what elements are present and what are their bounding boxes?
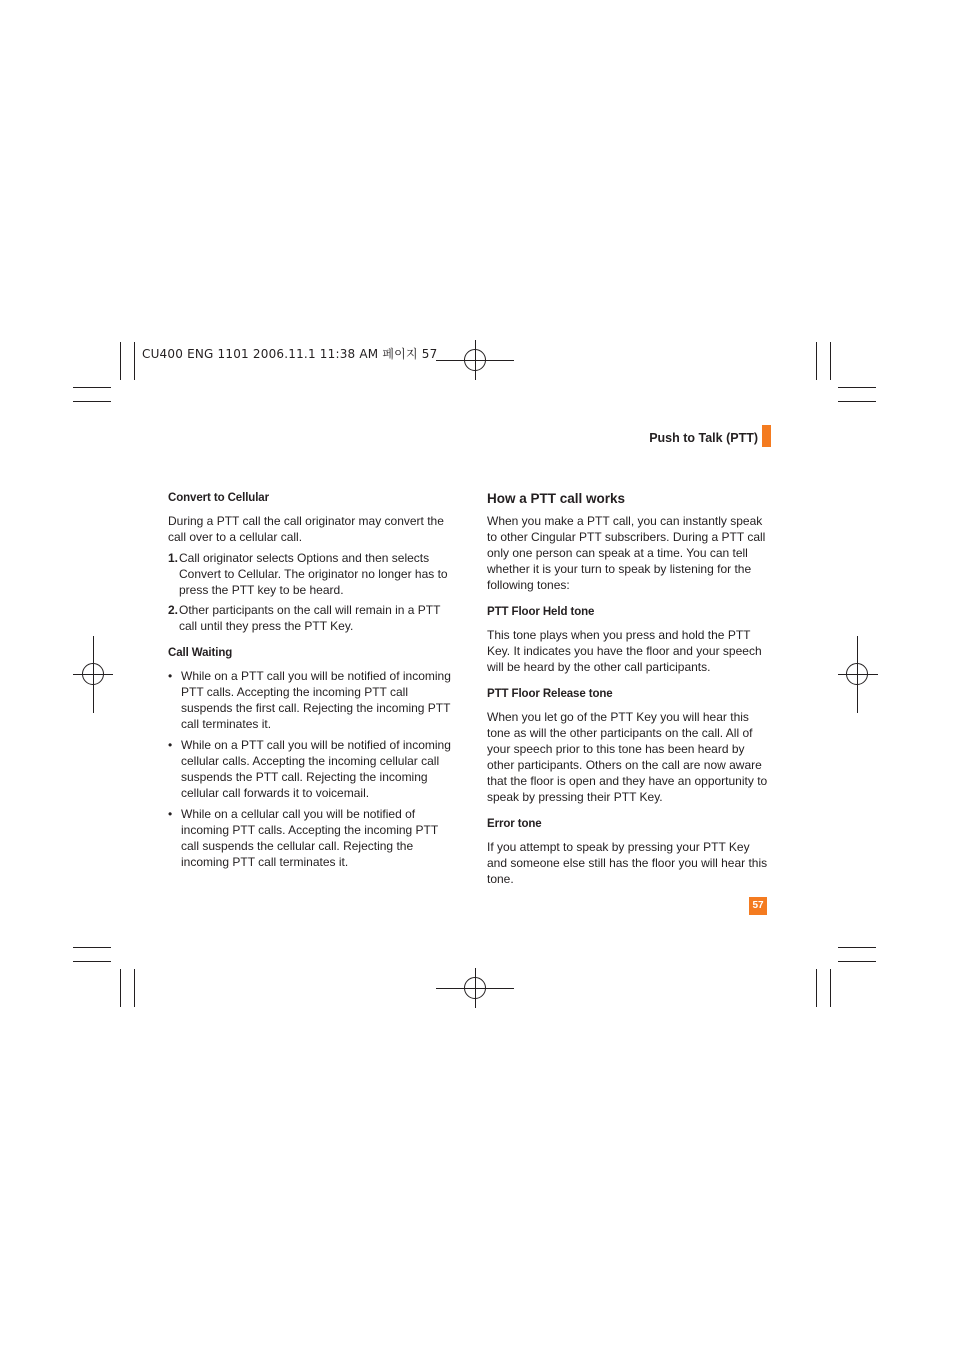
bullet-text: While on a cellular call you will be notified of incoming PTT calls. Accepting the incoming PTT call suspends the cellular call. Rejecting the incoming PTT call terminates it. xyxy=(181,807,439,869)
bullet-icon: • xyxy=(168,807,173,821)
error-tone-text: If you attempt to speak by pressing your PTT Key and someone else still has the floor you will hear this tone. xyxy=(487,840,768,886)
floor-release-heading: PTT Floor Release tone xyxy=(487,688,613,700)
error-tone-heading: Error tone xyxy=(487,818,542,830)
step-text: Other participants on the call will remain in a PTT call until they press the PTT Key. xyxy=(179,603,441,633)
floor-held-heading: PTT Floor Held tone xyxy=(487,606,595,618)
step-number: 2. xyxy=(168,603,179,617)
call-waiting-bullets xyxy=(168,668,458,870)
convert-steps xyxy=(168,550,458,634)
floor-release-text: When you let go of the PTT Key you will hear this tone as will the other participants on the call. All of your speech prior to this tone has been heard by other participants. Others on the call are now aware that the floor is open and they have an opportunity to speak by pressing their PTT Key. xyxy=(487,710,768,804)
bullet-text: While on a PTT call you will be notified of incoming PTT calls. Accepting the incoming PTT call suspends the first call. Rejecting the incoming PTT call terminates it. xyxy=(181,669,451,731)
how-ptt-works-intro: When you make a PTT call, you can instantly speak to other Cingular PTT subscribers. During a PTT call only one person can speak at a time. You can tell whether it is your turn to speak by listening for the following tones: xyxy=(487,514,766,592)
call-waiting-heading: Call Waiting xyxy=(168,647,233,659)
floor-held-text: This tone plays when you press and hold the PTT Key. It indicates you have the floor and your speech will be heard by the other call participants. xyxy=(487,628,762,674)
list-item xyxy=(168,550,458,598)
list-item xyxy=(168,737,458,801)
convert-intro: During a PTT call the call originator may convert the call over to a cellular call. xyxy=(168,514,444,544)
print-slug: CU400 ENG 1101 2006.11.1 11:38 AM 페이지 57 xyxy=(142,347,438,361)
step-text: Call originator selects Options and then selects Convert to Cellular. The originator no longer has to press the PTT key to be heard. xyxy=(179,551,448,597)
convert-to-cellular-heading: Convert to Cellular xyxy=(168,492,269,504)
list-item xyxy=(168,602,458,634)
bullet-icon: • xyxy=(168,669,173,683)
right-column xyxy=(487,490,772,892)
bullet-text: While on a PTT call you will be notified of incoming cellular calls. Accepting the incoming cellular call suspends the PTT call. Rejecting the incoming cellular call forwards it to voicemail. xyxy=(181,738,451,800)
list-item xyxy=(168,668,458,732)
step-number: 1. xyxy=(168,551,179,565)
list-item xyxy=(168,806,458,870)
section-header-tab xyxy=(762,425,771,447)
section-header-title: Push to Talk (PTT) xyxy=(649,431,758,445)
page-number: 57 xyxy=(749,897,767,915)
how-ptt-works-heading: How a PTT call works xyxy=(487,491,626,506)
bullet-icon: • xyxy=(168,738,173,752)
left-column xyxy=(168,490,458,875)
